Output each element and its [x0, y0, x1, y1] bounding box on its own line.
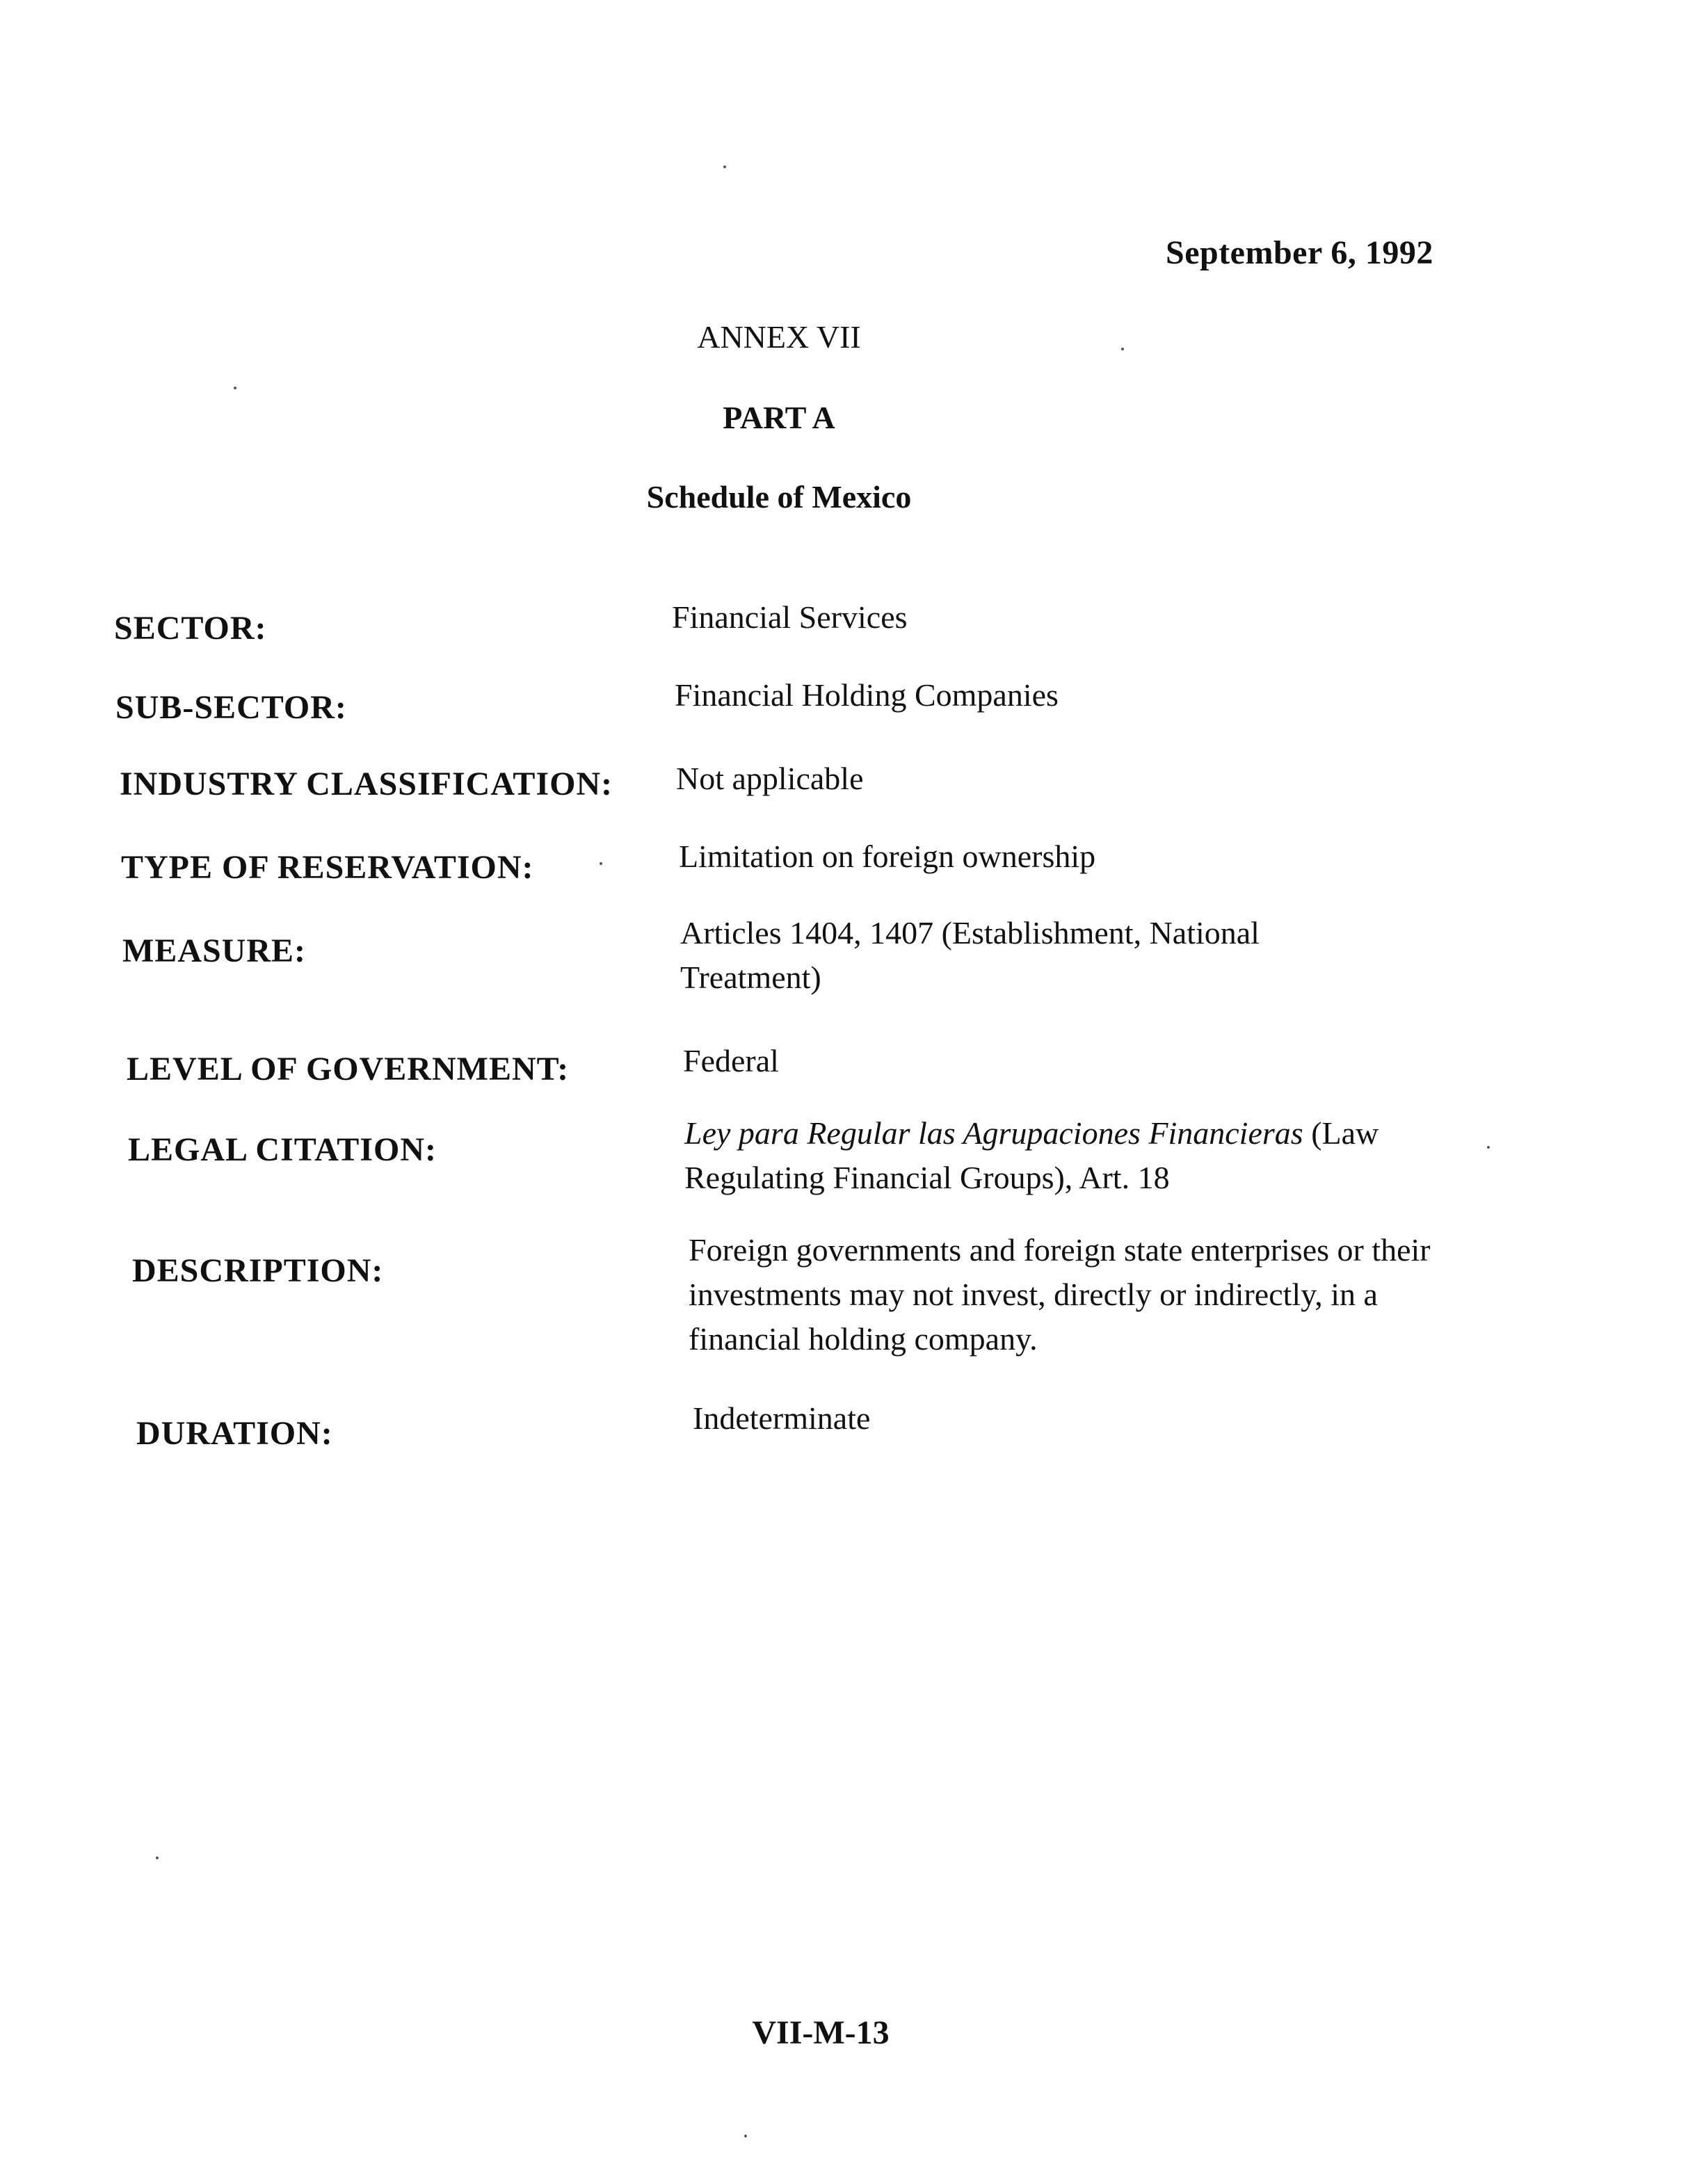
- level-of-government-value: Federal: [683, 1043, 779, 1078]
- industry-classification-value: Not applicable: [676, 761, 864, 796]
- legal-citation-label: LEGAL CITATION:: [128, 1131, 437, 1168]
- scan-speck: [744, 2135, 747, 2137]
- sub-sector-value: Financial Holding Companies: [675, 677, 1059, 713]
- sector-value: Financial Services: [672, 599, 908, 635]
- scan-speck: [1121, 348, 1124, 350]
- document-date: September 6, 1992: [1166, 234, 1433, 271]
- measure-value: Articles 1404, 1407 (Establishment, National Treatment): [680, 915, 1260, 995]
- type-of-reservation-value: Limitation on foreign ownership: [679, 839, 1096, 874]
- scan-speck: [600, 862, 602, 865]
- duration-value: Indeterminate: [693, 1400, 871, 1436]
- part-heading: PART A: [723, 400, 835, 435]
- scan-speck: [723, 165, 726, 168]
- scan-speck: [234, 387, 236, 389]
- description-label: DESCRIPTION:: [132, 1252, 384, 1289]
- industry-classification-label: INDUSTRY CLASSIFICATION:: [120, 766, 613, 802]
- legal-citation-rest: (Law Regulating Financial Groups), Art. 18: [684, 1115, 1379, 1195]
- sub-sector-label: SUB-SECTOR:: [115, 689, 347, 726]
- type-of-reservation-label: TYPE OF RESERVATION:: [121, 849, 534, 886]
- legal-citation-value: [684, 1111, 1477, 1200]
- page-number: VII-M-13: [752, 2014, 890, 2051]
- measure-label: MEASURE:: [122, 932, 307, 969]
- legal-citation-title: Ley para Regular las Agrupaciones Financieras: [684, 1115, 1303, 1151]
- scan-speck: [156, 1857, 159, 1859]
- scan-speck: [1487, 1146, 1490, 1149]
- duration-label: DURATION:: [136, 1415, 333, 1452]
- description-value: Foreign governments and foreign state enterprises or their investments may not invest, directly or indirectly, in a financial holding company.: [689, 1232, 1431, 1357]
- level-of-government-label: LEVEL OF GOVERNMENT:: [127, 1051, 570, 1087]
- schedule-heading: Schedule of Mexico: [646, 479, 912, 515]
- annex-heading: ANNEX VII: [697, 319, 861, 355]
- sector-label: SECTOR:: [114, 610, 267, 647]
